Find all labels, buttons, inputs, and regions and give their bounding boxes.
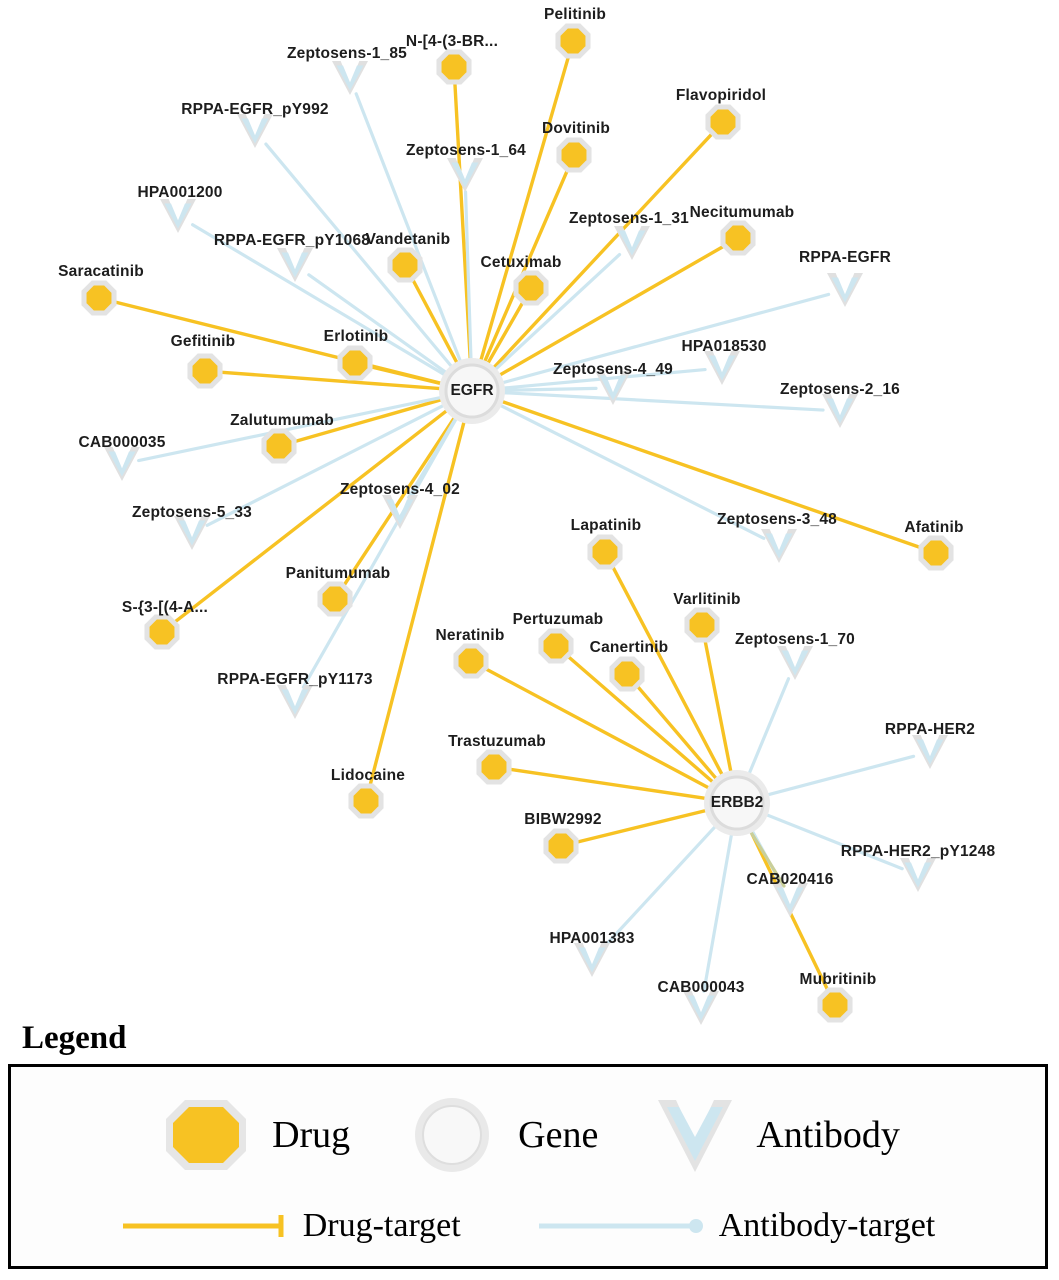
legend-label-antibody: Antibody [756,1114,900,1156]
legend-label-antibody-target: Antibody-target [718,1207,936,1244]
antibody-node-shape [109,452,136,477]
drug-node [543,828,578,863]
drug-node [453,643,488,678]
legend-node-row [11,1085,1045,1185]
antibody-node-label: Zeptosens-4_02 [340,481,460,498]
antibody-node-label: RPPA-HER2_pY1248 [840,843,996,860]
legend-label-gene: Gene [518,1114,599,1156]
drug-node [317,581,352,616]
drug-node [720,220,755,255]
drug-node-label: Cetuximab [480,254,562,271]
drug-node-label: Dovitinib [541,120,611,137]
antibody-node [574,943,610,977]
drug-node-label: Gefitinib [170,333,236,350]
antibody-node-shape [282,690,309,715]
drug-node-shape [690,613,715,638]
antibody-node [827,273,863,307]
drug-node-shape [323,587,348,612]
antibody-node-label: CAB000035 [78,434,166,451]
antibody-node-label: Zeptosens-4_49 [553,361,673,378]
antibody-node-label: RPPA-HER2 [884,721,976,738]
antibody-node-label: Zeptosens-2_16 [780,381,900,398]
drug-node-label: Neratinib [435,627,505,644]
drug-node-label: Canertinib [589,639,669,656]
graph-edge [497,400,919,547]
antibody-node-shape [917,740,944,765]
drug-node-label: Necitumumab [689,204,795,221]
legend-item-antibody [650,1090,900,1180]
gene-node-label: EGFR [450,382,494,399]
drug-node-shape [193,359,218,384]
legend-title: Legend [22,1020,127,1056]
drug-node-shape [924,541,949,566]
drug-node [684,607,719,642]
antibody-node [237,114,273,148]
legend-edge-row [11,1195,1045,1257]
graph-edge [604,823,719,948]
drug-node-shape [549,834,574,859]
drug-node-label: Vandetanib [365,231,451,248]
drug-node-label: Zalutumumab [230,412,334,429]
drug-node [918,535,953,570]
drug-node-shape [442,55,467,80]
graph-edge [763,756,913,796]
drug-node [538,628,573,663]
drug-node [817,987,852,1022]
antibody-node-label: Zeptosens-1_31 [569,210,689,227]
legend-item-drug [156,1090,350,1180]
antibody-node-label: Zeptosens-1_70 [735,631,855,648]
antibody-node-label: RPPA-EGFR_pY992 [181,101,329,118]
drug-node [261,428,296,463]
antibody-node-shape [179,521,206,546]
antibody-node-label: Zeptosens-3_48 [717,511,837,528]
antibody-node [761,529,797,563]
antibody-node-shape [452,163,479,188]
antibody-node [332,61,368,95]
graph-edge [638,687,719,783]
drug-node-label: Trastuzumab [448,733,546,750]
antibody-node [912,735,948,769]
antibody-node-shape [579,948,606,973]
antibody-node-shape [337,66,364,91]
drug-node-shape [87,286,112,311]
legend-item-drug-target [121,1207,461,1245]
drug-node-shape [726,226,751,251]
legend-box [8,1064,1048,1269]
drug-node-label: Lapatinib [570,517,642,534]
drug-target-edge-icon [121,1211,291,1241]
antibody-node-label: Zeptosens-5_33 [132,504,252,521]
legend [0,1020,1059,1280]
drug-node [705,104,740,139]
drug-node-label: Flavopiridol [675,87,767,104]
drug-node-label: Varlitinib [673,591,741,608]
drug-node [476,749,511,784]
drug-node-label: BIBW2992 [524,811,602,828]
antibody-node-label: CAB000043 [657,979,745,996]
antibody-node [104,447,140,481]
octagon-icon [156,1090,256,1180]
drug-node [555,23,590,58]
drug-node-shape [561,29,586,54]
antibody-node [900,858,936,892]
antibody-node-label: HPA018530 [681,338,767,355]
drug-node-label: Erlotinib [323,328,389,345]
graph-edge [704,830,732,992]
antibody-node-label: HPA001383 [549,930,635,947]
chevron-icon [650,1090,740,1180]
antibody-node-label: RPPA-EGFR [799,249,891,266]
antibody-node [777,646,813,680]
drug-node [187,353,222,388]
antibody-node [160,199,196,233]
legend-item-gene [402,1090,598,1180]
antibody-node-label: Zeptosens-1_64 [406,142,526,159]
drug-node [348,783,383,818]
antibody-node [704,351,740,385]
antibody-node-label: RPPA-EGFR_pY1068 [213,232,371,249]
graph-edge [499,392,823,410]
drug-node [144,614,179,649]
drug-node-label: Mubritinib [799,971,877,988]
antibody-node-shape [782,651,809,676]
drug-node-shape [354,789,379,814]
drug-node [513,270,548,305]
legend-item-antibody-target [537,1207,936,1245]
drug-node [387,247,422,282]
drug-node-shape [823,993,848,1018]
drug-node [556,137,591,172]
drug-node-label: Lidocaine [330,767,406,784]
drug-node-shape [482,755,507,780]
antibody-node-shape [709,356,736,381]
circle-icon [402,1090,502,1180]
drug-node-label: N-[4-(3-BR... [405,33,499,50]
drug-node-label: Panitumumab [285,565,391,582]
antibody-node-shape [766,534,793,559]
antibody-node-label: RPPA-EGFR_pY1173 [217,671,373,688]
drug-node-shape [519,276,544,301]
antibody-node [822,394,858,428]
gene-node-label: ERBB2 [710,794,764,811]
antibody-node-shape [619,231,646,256]
drug-node-shape [562,143,587,168]
antibody-node-shape [832,278,859,303]
drug-node-shape [711,110,736,135]
antibody-node-shape [688,996,715,1021]
antibody-node [447,158,483,192]
antibody-node-label: Zeptosens-1_85 [287,45,407,62]
drug-node-shape [343,351,368,376]
legend-label-drug-target: Drug-target [302,1207,461,1244]
drug-node-label: S-{3-[(4-A... [121,599,209,616]
antibody-node [277,685,313,719]
graph-edge [309,275,450,375]
drug-node-shape [150,620,175,645]
antibody-node-shape [827,399,854,424]
antibody-node-shape [777,888,804,913]
graph-edge [303,414,458,687]
drug-node [81,280,116,315]
drug-node-shape [393,253,418,278]
graph-edge [747,679,788,778]
graph-edge [705,642,732,777]
graph-edge [499,388,596,390]
drug-node [587,534,622,569]
drug-node-shape [615,662,640,687]
antibody-node-shape [905,863,932,888]
drug-node-shape [267,434,292,459]
antibody-target-edge-icon [537,1211,707,1241]
drug-node-shape [593,540,618,565]
drug-node-label: Saracatinib [58,263,144,280]
drug-node [337,345,372,380]
graph-edge [356,94,462,366]
antibody-node-shape [282,253,309,278]
graph-edge [344,414,457,585]
drug-node-shape [544,634,569,659]
antibody-node-label: CAB020416 [746,871,834,888]
drug-node [436,49,471,84]
antibody-node-shape [165,204,192,229]
antibody-node-label: HPA001200 [137,184,223,201]
drug-node-shape [459,649,484,674]
graph-edge [479,57,568,365]
legend-label-drug: Drug [272,1114,351,1156]
drug-node-label: Pelitinib [543,6,607,23]
drug-node [609,656,644,691]
drug-node-label: Pertuzumab [512,611,604,628]
drug-node-label: Afatinib [904,519,964,536]
antibody-node-shape [242,119,269,144]
